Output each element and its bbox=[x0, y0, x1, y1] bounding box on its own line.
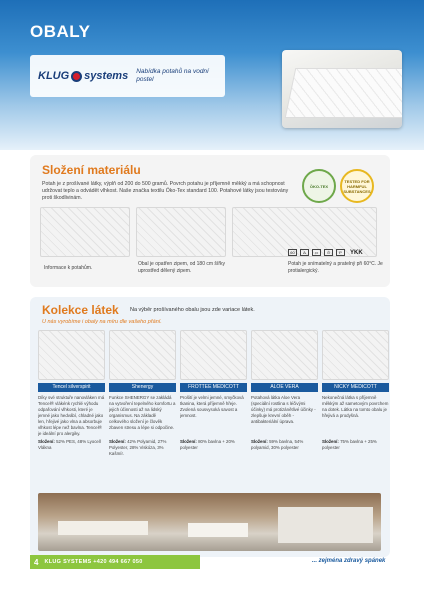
no-bleach-icon: Δ bbox=[300, 249, 309, 256]
fabric-composition bbox=[322, 439, 389, 451]
fabric-name: FROTTEE MEDICOTT bbox=[180, 383, 247, 392]
dry-clean-icon: P bbox=[336, 249, 345, 256]
composition-label: Složení: bbox=[322, 439, 339, 444]
fabric-card bbox=[322, 330, 389, 457]
page-title: OBALY bbox=[30, 22, 91, 41]
brand-left: KLUG bbox=[38, 70, 70, 82]
footer-contact: KLUG SYSTEMS +420 494 667 050 bbox=[44, 559, 143, 565]
composition-label: Složení: bbox=[251, 439, 268, 444]
fabrics-title: Kolekce látek bbox=[42, 303, 119, 317]
materials-text: Potah je z prošívané látky, výplň od 200 do 500 gramů. Povrch potahu je příjemně měkký a má schopnost udržovat teplo a odvádět vlhkost. Naše značka textilu Öko-Tex standard 100. Potahové látky jsou testovány proti škodlivinám. bbox=[42, 181, 289, 201]
fabric-description: Potahová látka Aloe Vera (speciální rostlina s léčivými účinky) má protizánětlivé účinky - zlepšuje krevní oběh - antibakteriální úprava. bbox=[251, 395, 316, 424]
fabric-composition bbox=[109, 439, 176, 457]
composition-value: 59% bavlna, 54% polyamid, 30% polyester bbox=[251, 439, 304, 450]
fabrics-intro: Na výběr prošívaného obalu jsou zde variace látek. bbox=[130, 307, 255, 313]
fabric-card bbox=[251, 330, 318, 457]
composition-label: Složení: bbox=[109, 439, 126, 444]
fabric-name: Tencel silverspirit bbox=[38, 383, 105, 392]
fabric-photo bbox=[322, 330, 389, 380]
mattress-shape bbox=[188, 523, 248, 537]
fabric-composition bbox=[180, 439, 247, 451]
fabric-description: Funkce SHENERGY se zakládá na vytvoření tepelného komfortu a jejich účinnosti až na lidský organismus. Na základě celkového složení je člověk zbaven stresu a lépe si odpočine. bbox=[109, 395, 176, 430]
factory-photo bbox=[38, 493, 381, 551]
wash-60-icon: 60 bbox=[288, 249, 297, 256]
composition-label: Složení: bbox=[38, 439, 55, 444]
footer-slogan: ... zejména zdravý spánek bbox=[312, 558, 386, 564]
brand-tagline: Nabídka potahů na vodní postel bbox=[136, 68, 209, 83]
fabric-card bbox=[180, 330, 247, 457]
fabric-description: Nekonečná látka s příjemně měkkým až sametovým povrchem na dotek. Látka na tomto obalu je hřejivá a prodyšná. bbox=[322, 395, 389, 418]
fabric-name: Shenergy bbox=[109, 383, 176, 392]
composition-label: Složení: bbox=[180, 439, 197, 444]
care-symbols bbox=[288, 249, 363, 256]
composition-value: 42% Polyamid, 27% Polyester, 28% Viskóza, 3% Kašmír. bbox=[109, 439, 167, 456]
caption-right: Potah je snímatelný a pratelný při 60°C. Je protialergický. bbox=[288, 261, 383, 274]
fabric-photo bbox=[109, 330, 176, 380]
klug-logo bbox=[38, 70, 128, 82]
oeko-tex-badge-icon: ÖKO-TEX bbox=[302, 169, 336, 203]
fabrics-subtitle: U nás vyrobíme i obaly na míru dle vašeho přání. bbox=[42, 319, 162, 325]
fabric-composition bbox=[251, 439, 318, 451]
hero-mattress-photo bbox=[282, 50, 402, 128]
fabric-grid bbox=[38, 330, 389, 457]
brand-right: systems bbox=[84, 70, 129, 82]
caption-middle: Obal je opatřen zipem, od 180 cm šířky uprostřed dělený zipem. bbox=[138, 261, 225, 274]
page-number: 4 bbox=[34, 557, 39, 567]
materials-title: Složení materiálu bbox=[42, 163, 141, 177]
fabric-description: Prošití je velmi jemné, smyčková tkanina, která příjemně hřeje. Zvolená sousvysoká savost a jemnost. bbox=[180, 395, 244, 418]
fabric-composition bbox=[38, 439, 105, 451]
fabric-photo bbox=[38, 330, 105, 380]
iron-icon: ▭ bbox=[312, 249, 321, 256]
cover-corner-photo bbox=[40, 207, 130, 257]
materials-section bbox=[30, 155, 390, 287]
stacked-mattresses bbox=[278, 507, 373, 543]
fabric-name: NICKY MEDICOTT bbox=[322, 383, 389, 392]
fabric-card bbox=[38, 330, 105, 457]
caption-left: Informace k potahům. bbox=[44, 265, 93, 271]
mattress-shape bbox=[58, 521, 148, 535]
ykk-logo: YKK bbox=[350, 249, 363, 256]
tumble-dry-icon: ⊙ bbox=[324, 249, 333, 256]
composition-value: 75% bavlna + 25% polyester bbox=[322, 439, 377, 450]
mattress-illustration bbox=[285, 68, 402, 118]
composition-value: 80% bavlna + 20% polyester bbox=[180, 439, 235, 450]
footer-bar bbox=[30, 555, 200, 569]
certification-badges bbox=[302, 169, 374, 203]
fabric-card bbox=[109, 330, 176, 457]
fabrics-section bbox=[30, 297, 390, 557]
fabric-photo bbox=[251, 330, 318, 380]
fabric-photo bbox=[180, 330, 247, 380]
fabric-description: Díky své struktuře nanovláken má Tencel® vlákénk rychlé výhodu odpařování vlhkosti, které je jemné jako hedvábí, chladné jako len, hřejivé jako vlna a absorbuje vlhkost lépe než bavlna. Tencel® je ideální pro alergiky. bbox=[38, 395, 105, 436]
logo-circle-icon bbox=[71, 71, 82, 82]
composition-value: 52% PES, 48% Lyocell Vlákna bbox=[38, 439, 101, 450]
brand-card bbox=[30, 55, 225, 97]
zip-detail-photo bbox=[136, 207, 226, 257]
tested-badge-icon: TESTED FOR HARMFUL SUBSTANCES bbox=[340, 169, 374, 203]
fabric-name: ALOE VERA bbox=[251, 383, 318, 392]
